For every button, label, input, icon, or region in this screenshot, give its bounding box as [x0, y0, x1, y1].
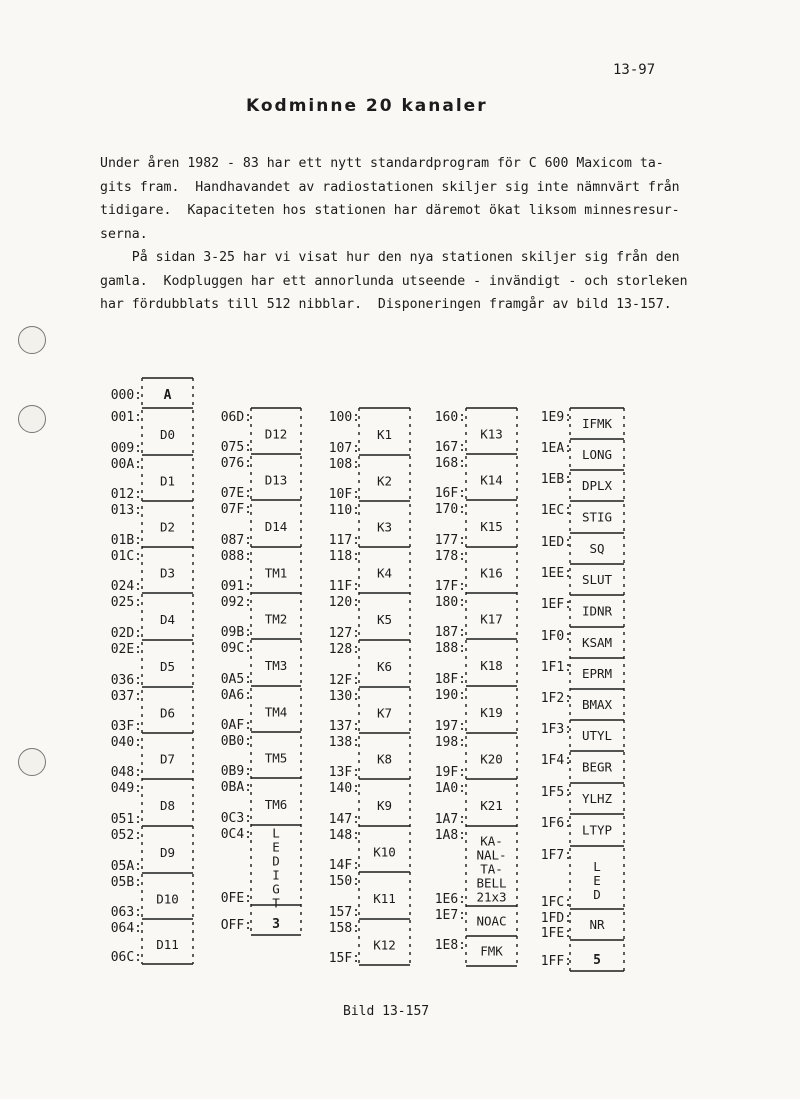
address-label: 120: — [328, 595, 360, 610]
address-label: 188: — [434, 641, 466, 656]
address-label: 03F: — [110, 719, 142, 734]
block-label: BEGR — [581, 759, 613, 775]
address-label: 1FF: — [540, 954, 572, 969]
address-label: 064: — [110, 921, 142, 936]
block-label: TM5 — [264, 750, 288, 766]
block-label: K8 — [376, 751, 393, 767]
block-label: LONG — [581, 446, 613, 462]
address-label: 1F1: — [540, 660, 572, 675]
address-label: 1E7: — [434, 908, 466, 923]
address-label: 1F3: — [540, 722, 572, 737]
block-label: TM1 — [264, 565, 288, 581]
address-label: 1F6: — [540, 816, 572, 831]
address-label: 178: — [434, 549, 466, 564]
block-label: K12 — [373, 937, 396, 953]
block-label: K19 — [480, 704, 503, 720]
address-label: 06C: — [110, 950, 142, 965]
paragraph-intro: Under åren 1982 - 83 har ett nytt standardprogram för C 600 Maxicom ta- gits fram. Handhavandet av radiostationen skiljer sig inte nämnvärt från tidigare. Kapaciteten hos stationen har däremot ökat liksom minnesresur- serna. — [100, 156, 680, 242]
block-label: D13 — [264, 472, 288, 488]
address-label: 11F: — [328, 579, 360, 594]
address-label: 1FD: — [540, 911, 572, 926]
address-label: 150: — [328, 874, 360, 889]
block-label: D11 — [156, 936, 179, 952]
address-label: 02D: — [110, 626, 142, 641]
address-label: 1EA: — [540, 441, 572, 456]
block-label: D4 — [159, 611, 176, 627]
address-label: 088: — [220, 549, 252, 564]
address-label: 01C: — [110, 549, 142, 564]
block-label: D14 — [264, 518, 288, 534]
block-label: TM2 — [264, 611, 288, 627]
address-label: 009: — [110, 441, 142, 456]
address-label: 0FE: — [220, 891, 252, 906]
address-label: 110: — [328, 503, 360, 518]
address-label: 091: — [220, 579, 252, 594]
block-label: 3 — [272, 917, 280, 932]
address-label: 1F4: — [540, 753, 572, 768]
address-label: 1ED: — [540, 535, 572, 550]
block-label: K15 — [480, 518, 503, 534]
address-label: 147: — [328, 812, 360, 827]
block-label: SLUT — [581, 571, 613, 587]
address-label: 137: — [328, 719, 360, 734]
address-label: 180: — [434, 595, 466, 610]
address-label: 1A0: — [434, 781, 466, 796]
address-label: 197: — [434, 719, 466, 734]
block-label: K9 — [376, 797, 393, 813]
block-label: A — [163, 388, 172, 403]
address-label: 1A8: — [434, 828, 466, 843]
block-label: K14 — [480, 472, 503, 488]
block-label: D1 — [159, 473, 176, 489]
figure-caption: Bild 13-157 — [343, 1004, 430, 1019]
address-label: 049: — [110, 781, 142, 796]
address-label: 07F: — [220, 502, 252, 517]
address-label: 138: — [328, 735, 360, 750]
address-label: 036: — [110, 673, 142, 688]
block-label: STIG — [581, 509, 613, 525]
block-label: D0 — [159, 426, 176, 442]
block-label: K17 — [480, 611, 503, 627]
address-label: 15F: — [328, 951, 360, 966]
block-label: FMK — [480, 943, 503, 959]
block-label: NR — [589, 916, 605, 932]
block-label: K20 — [480, 751, 503, 767]
address-label: 198: — [434, 735, 466, 750]
address-label: 14F: — [328, 858, 360, 873]
address-label: 10F: — [328, 487, 360, 502]
address-label: 01B: — [110, 533, 142, 548]
block-label: TM6 — [264, 796, 288, 812]
block-label: K11 — [373, 890, 396, 906]
address-label: 160: — [434, 410, 466, 425]
address-label: 157: — [328, 905, 360, 920]
block-label: L E D I G T — [272, 825, 280, 911]
block-label: TM3 — [264, 657, 288, 673]
block-label: K18 — [480, 657, 503, 673]
address-label: 130: — [328, 689, 360, 704]
block-label: K21 — [480, 797, 503, 813]
block-label: 5 — [593, 953, 601, 968]
address-label: 09B: — [220, 625, 252, 640]
address-label: 1E8: — [434, 938, 466, 953]
block-label: EPRM — [581, 665, 613, 681]
block-label: BMAX — [581, 696, 613, 712]
block-label: D10 — [156, 891, 179, 907]
address-label: 187: — [434, 625, 466, 640]
page-title: Kodminne 20 kanaler — [246, 96, 488, 116]
address-label: 167: — [434, 440, 466, 455]
block-label: UTYL — [581, 727, 613, 743]
address-label: 1E9: — [540, 410, 572, 425]
address-label: 168: — [434, 456, 466, 471]
address-label: 0B0: — [220, 734, 252, 749]
address-label: 0A5: — [220, 672, 252, 687]
block-label: K5 — [376, 611, 393, 627]
block-label: L E D — [593, 858, 601, 902]
block-label: D12 — [264, 426, 288, 442]
address-label: 024: — [110, 579, 142, 594]
block-label: TM4 — [264, 704, 288, 720]
address-label: 075: — [220, 440, 252, 455]
address-label: 0B9: — [220, 764, 252, 779]
address-label: 127: — [328, 626, 360, 641]
address-label: 1FE: — [540, 926, 572, 941]
block-label: YLHZ — [581, 790, 613, 806]
address-label: 117: — [328, 533, 360, 548]
address-label: 128: — [328, 642, 360, 657]
block-label: K10 — [373, 844, 396, 860]
block-label: IFMK — [581, 415, 613, 431]
address-label: 000: — [110, 388, 142, 403]
address-label: 0C3: — [220, 811, 252, 826]
block-label: KSAM — [581, 634, 613, 650]
address-label: 190: — [434, 688, 466, 703]
block-label: KA-NAL-TA-BELL 21x3 — [476, 833, 507, 905]
block-label: K16 — [480, 565, 503, 581]
address-label: 1EE: — [540, 566, 572, 581]
address-label: 0AF: — [220, 718, 252, 733]
address-label: 1E6: — [434, 892, 466, 907]
block-label: LTYP — [581, 822, 613, 838]
address-label: 048: — [110, 765, 142, 780]
address-label: 17F: — [434, 579, 466, 594]
address-label: 063: — [110, 905, 142, 920]
address-label: 087: — [220, 533, 252, 548]
page-number: 13-97 — [613, 62, 656, 78]
address-label: 06D: — [220, 410, 252, 425]
address-label: 02E: — [110, 642, 142, 657]
address-label: 177: — [434, 533, 466, 548]
address-label: 148: — [328, 828, 360, 843]
address-label: 100: — [328, 410, 360, 425]
address-label: 0A6: — [220, 688, 252, 703]
address-label: 1FC: — [540, 895, 572, 910]
address-label: 001: — [110, 410, 142, 425]
block-label: K4 — [376, 565, 393, 581]
address-label: 1EF: — [540, 597, 572, 612]
address-label: 025: — [110, 595, 142, 610]
block-label: K2 — [376, 473, 393, 489]
address-label: 158: — [328, 921, 360, 936]
block-label: IDNR — [581, 603, 613, 619]
address-label: 0C4: — [220, 827, 252, 842]
address-label: 05B: — [110, 875, 142, 890]
address-label: 040: — [110, 735, 142, 750]
block-label: K3 — [376, 519, 393, 535]
address-label: 07E: — [220, 486, 252, 501]
address-label: 0BA: — [220, 780, 252, 795]
block-label: D7 — [159, 751, 176, 767]
address-label: 00A: — [110, 457, 142, 472]
address-label: 16F: — [434, 486, 466, 501]
block-label: NOAC — [476, 913, 507, 929]
block-label: K1 — [376, 426, 393, 442]
address-label: 13F: — [328, 765, 360, 780]
address-label: 1F0: — [540, 629, 572, 644]
address-label: 1EC: — [540, 503, 572, 518]
block-label: D9 — [159, 844, 176, 860]
block-label: D2 — [159, 519, 176, 535]
block-label: K7 — [376, 705, 393, 721]
block-label: DPLX — [581, 477, 613, 493]
address-label: 1F5: — [540, 785, 572, 800]
address-label: 118: — [328, 549, 360, 564]
address-label: 108: — [328, 457, 360, 472]
block-label: K13 — [480, 426, 503, 442]
address-label: 092: — [220, 595, 252, 610]
address-label: 140: — [328, 781, 360, 796]
address-label: 037: — [110, 689, 142, 704]
address-label: 052: — [110, 828, 142, 843]
address-label: 051: — [110, 812, 142, 827]
address-label: OFF: — [220, 918, 252, 933]
address-label: 076: — [220, 456, 252, 471]
address-label: 170: — [434, 502, 466, 517]
block-label: SQ — [589, 540, 605, 556]
address-label: 18F: — [434, 672, 466, 687]
address-label: 107: — [328, 441, 360, 456]
address-label: 012: — [110, 487, 142, 502]
paragraph-plug: På sidan 3-25 har vi visat hur den nya stationen skiljer sig från den gamla. Kodpluggen har ett annorlunda utseende - invändigt - och storleken har fördubblats till 512 nibblar. Disponeringen framgår av bild 13-157. — [100, 250, 688, 312]
address-label: 1F7: — [540, 848, 572, 863]
block-label: D6 — [159, 705, 176, 721]
address-label: 12F: — [328, 673, 360, 688]
address-label: 013: — [110, 503, 142, 518]
block-label: D5 — [159, 658, 176, 674]
block-label: D8 — [159, 797, 176, 813]
address-label: 1A7: — [434, 812, 466, 827]
address-label: 1EB: — [540, 472, 572, 487]
address-label: 09C: — [220, 641, 252, 656]
block-label: D3 — [159, 565, 176, 581]
address-label: 05A: — [110, 859, 142, 874]
block-label: K6 — [376, 658, 393, 674]
address-label: 19F: — [434, 765, 466, 780]
address-label: 1F2: — [540, 691, 572, 706]
